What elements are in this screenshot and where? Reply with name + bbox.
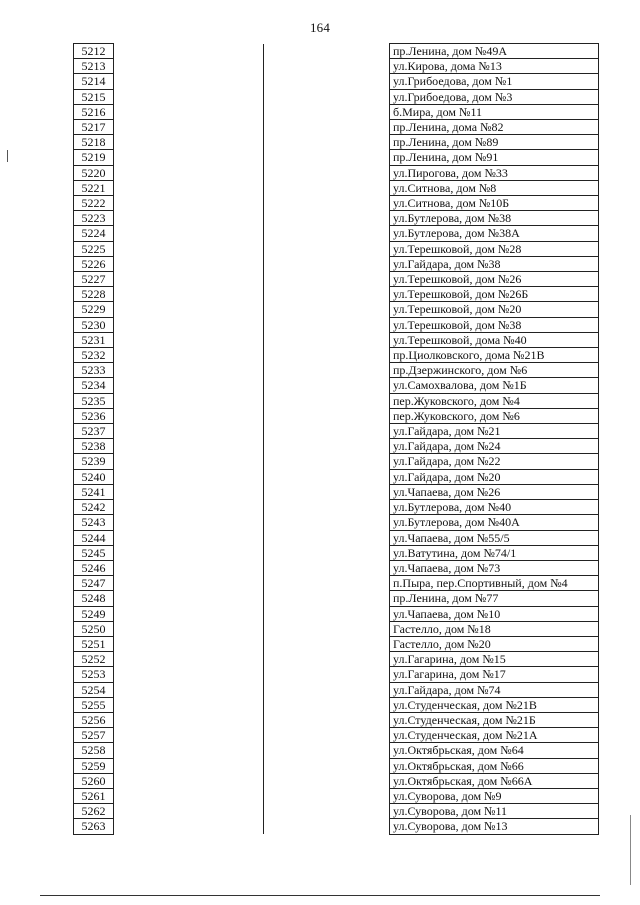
row-number: 5213 (74, 59, 114, 74)
empty-cell (264, 682, 390, 697)
row-number: 5262 (74, 804, 114, 819)
row-number: 5229 (74, 302, 114, 317)
empty-cell (114, 667, 264, 682)
empty-cell (264, 743, 390, 758)
empty-cell (114, 712, 264, 727)
row-number: 5240 (74, 469, 114, 484)
empty-cell (264, 606, 390, 621)
table-row (74, 59, 599, 74)
table-row (74, 636, 599, 651)
address-cell: ул.Чапаева, дом №10 (390, 606, 599, 621)
row-number: 5249 (74, 606, 114, 621)
empty-cell (114, 682, 264, 697)
empty-cell (114, 819, 264, 834)
empty-cell (264, 652, 390, 667)
row-number: 5214 (74, 74, 114, 89)
row-number: 5218 (74, 135, 114, 150)
table-row (74, 591, 599, 606)
row-number: 5241 (74, 484, 114, 499)
empty-cell (264, 241, 390, 256)
empty-cell (264, 667, 390, 682)
empty-cell (114, 728, 264, 743)
address-cell: ул.Гайдара, дом №74 (390, 682, 599, 697)
empty-cell (114, 348, 264, 363)
empty-cell (114, 621, 264, 636)
empty-cell (114, 652, 264, 667)
row-number: 5215 (74, 89, 114, 104)
empty-cell (114, 515, 264, 530)
table-row (74, 89, 599, 104)
empty-cell (114, 636, 264, 651)
address-cell: ул.Студенческая, дом №21Б (390, 712, 599, 727)
table-row (74, 393, 599, 408)
row-number: 5250 (74, 621, 114, 636)
address-cell: ул.Ватутина, дом №74/1 (390, 545, 599, 560)
row-number: 5230 (74, 317, 114, 332)
empty-cell (264, 424, 390, 439)
empty-cell (114, 317, 264, 332)
empty-cell (114, 302, 264, 317)
table-row (74, 424, 599, 439)
row-number: 5254 (74, 682, 114, 697)
row-number: 5238 (74, 439, 114, 454)
address-cell: б.Мира, дом №11 (390, 104, 599, 119)
address-cell: ул.Бутлерова, дом №40А (390, 515, 599, 530)
table-row (74, 500, 599, 515)
address-cell: ул.Терешковой, дом №38 (390, 317, 599, 332)
table-row (74, 180, 599, 195)
empty-cell (264, 728, 390, 743)
table-row (74, 545, 599, 560)
empty-cell (114, 180, 264, 195)
table-row (74, 819, 599, 834)
address-cell: ул.Ситнова, дом №10Б (390, 196, 599, 211)
empty-cell (114, 256, 264, 271)
address-cell: ул.Чапаева, дом №26 (390, 484, 599, 499)
empty-cell (114, 378, 264, 393)
empty-cell (114, 196, 264, 211)
scan-mark (630, 815, 631, 885)
empty-cell (114, 165, 264, 180)
empty-cell (114, 697, 264, 712)
row-number: 5246 (74, 560, 114, 575)
row-number: 5257 (74, 728, 114, 743)
table-row (74, 378, 599, 393)
empty-cell (114, 44, 264, 59)
address-cell: ул.Бутлерова, дом №40 (390, 500, 599, 515)
empty-cell (114, 150, 264, 165)
row-number: 5225 (74, 241, 114, 256)
table-row (74, 135, 599, 150)
empty-cell (114, 439, 264, 454)
empty-cell (264, 363, 390, 378)
row-number: 5234 (74, 378, 114, 393)
address-cell: ул.Грибоедова, дом №3 (390, 89, 599, 104)
empty-cell (114, 408, 264, 423)
empty-cell (264, 120, 390, 135)
table-row (74, 560, 599, 575)
table-row (74, 667, 599, 682)
empty-cell (114, 363, 264, 378)
row-number: 5236 (74, 408, 114, 423)
row-number: 5221 (74, 180, 114, 195)
table-row (74, 104, 599, 119)
empty-cell (264, 560, 390, 575)
row-number: 5223 (74, 211, 114, 226)
table-row (74, 697, 599, 712)
row-number: 5253 (74, 667, 114, 682)
table-row (74, 150, 599, 165)
empty-cell (264, 393, 390, 408)
empty-cell (264, 165, 390, 180)
table-row (74, 530, 599, 545)
address-cell: пр.Циолковского, дома №21В (390, 348, 599, 363)
empty-cell (264, 576, 390, 591)
row-number: 5242 (74, 500, 114, 515)
address-cell: ул.Гайдара, дом №20 (390, 469, 599, 484)
address-table-body (74, 44, 599, 835)
table-row (74, 226, 599, 241)
empty-cell (114, 454, 264, 469)
row-number: 5256 (74, 712, 114, 727)
empty-cell (114, 788, 264, 803)
empty-cell (264, 332, 390, 347)
empty-cell (264, 74, 390, 89)
address-cell: ул.Студенческая, дом №21В (390, 697, 599, 712)
address-cell: ул.Октябрьская, дом №64 (390, 743, 599, 758)
row-number: 5235 (74, 393, 114, 408)
table-row (74, 712, 599, 727)
empty-cell (264, 500, 390, 515)
table-row (74, 682, 599, 697)
table-row (74, 576, 599, 591)
address-cell: п.Пыра, пер.Спортивный, дом №4 (390, 576, 599, 591)
address-cell: ул.Студенческая, дом №21А (390, 728, 599, 743)
empty-cell (264, 545, 390, 560)
empty-cell (264, 89, 390, 104)
table-row (74, 408, 599, 423)
empty-cell (114, 226, 264, 241)
empty-cell (264, 636, 390, 651)
address-cell: ул.Гайдара, дом №21 (390, 424, 599, 439)
empty-cell (114, 332, 264, 347)
table-row (74, 44, 599, 59)
empty-cell (114, 424, 264, 439)
row-number: 5258 (74, 743, 114, 758)
address-cell: ул.Ситнова, дом №8 (390, 180, 599, 195)
empty-cell (264, 591, 390, 606)
empty-cell (114, 120, 264, 135)
address-cell: пр.Дзержинского, дом №6 (390, 363, 599, 378)
address-cell: ул.Терешковой, дом №20 (390, 302, 599, 317)
empty-cell (114, 469, 264, 484)
empty-cell (264, 135, 390, 150)
table-row (74, 363, 599, 378)
table-row (74, 469, 599, 484)
empty-cell (264, 530, 390, 545)
table-row (74, 120, 599, 135)
empty-cell (264, 515, 390, 530)
empty-cell (114, 606, 264, 621)
empty-cell (264, 408, 390, 423)
empty-cell (114, 758, 264, 773)
table-row (74, 758, 599, 773)
address-cell: ул.Октябрьская, дом №66А (390, 773, 599, 788)
address-cell: ул.Чапаева, дом №55/5 (390, 530, 599, 545)
address-cell: ул.Пирогова, дом №33 (390, 165, 599, 180)
address-cell: пр.Ленина, дом №77 (390, 591, 599, 606)
empty-cell (114, 74, 264, 89)
row-number: 5251 (74, 636, 114, 651)
empty-cell (114, 530, 264, 545)
address-cell: ул.Гайдара, дом №38 (390, 256, 599, 271)
row-number: 5239 (74, 454, 114, 469)
table-row (74, 606, 599, 621)
empty-cell (264, 454, 390, 469)
row-number: 5219 (74, 150, 114, 165)
empty-cell (114, 545, 264, 560)
empty-cell (264, 272, 390, 287)
empty-cell (114, 500, 264, 515)
empty-cell (264, 773, 390, 788)
address-cell: ул.Терешковой, дом №26 (390, 272, 599, 287)
address-cell: пр.Ленина, дом №91 (390, 150, 599, 165)
empty-cell (114, 591, 264, 606)
table-row (74, 484, 599, 499)
address-cell: пер.Жуковского, дом №6 (390, 408, 599, 423)
row-number: 5247 (74, 576, 114, 591)
address-cell: ул.Терешковой, дом №28 (390, 241, 599, 256)
address-cell: ул.Самохвалова, дом №1Б (390, 378, 599, 393)
empty-cell (114, 104, 264, 119)
row-number: 5259 (74, 758, 114, 773)
table-row (74, 454, 599, 469)
empty-cell (114, 211, 264, 226)
row-number: 5222 (74, 196, 114, 211)
address-cell: пр.Ленина, дом №89 (390, 135, 599, 150)
row-number: 5245 (74, 545, 114, 560)
address-cell: ул.Суворова, дом №13 (390, 819, 599, 834)
empty-cell (264, 439, 390, 454)
row-number: 5233 (74, 363, 114, 378)
address-cell: ул.Суворова, дом №11 (390, 804, 599, 819)
row-number: 5243 (74, 515, 114, 530)
table-row (74, 348, 599, 363)
table-row (74, 302, 599, 317)
table-row (74, 165, 599, 180)
empty-cell (264, 302, 390, 317)
empty-cell (264, 697, 390, 712)
empty-cell (264, 226, 390, 241)
row-number: 5244 (74, 530, 114, 545)
empty-cell (114, 287, 264, 302)
address-cell: ул.Терешковой, дома №40 (390, 332, 599, 347)
table-row (74, 773, 599, 788)
address-cell: ул.Терешковой, дом №26Б (390, 287, 599, 302)
empty-cell (264, 819, 390, 834)
row-number: 5237 (74, 424, 114, 439)
empty-cell (264, 44, 390, 59)
table-row (74, 317, 599, 332)
table-row (74, 439, 599, 454)
table-row (74, 743, 599, 758)
address-cell: ул.Гайдара, дом №24 (390, 439, 599, 454)
empty-cell (114, 804, 264, 819)
table-row (74, 211, 599, 226)
address-cell: ул.Гагарина, дом №15 (390, 652, 599, 667)
empty-cell (114, 484, 264, 499)
address-cell: ул.Кирова, дома №13 (390, 59, 599, 74)
address-cell: ул.Бутлерова, дом №38А (390, 226, 599, 241)
address-cell: ул.Суворова, дом №9 (390, 788, 599, 803)
row-number: 5228 (74, 287, 114, 302)
row-number: 5261 (74, 788, 114, 803)
empty-cell (264, 804, 390, 819)
row-number: 5260 (74, 773, 114, 788)
table-row (74, 652, 599, 667)
empty-cell (264, 196, 390, 211)
address-cell: пер.Жуковского, дом №4 (390, 393, 599, 408)
address-cell: Гастелло, дом №18 (390, 621, 599, 636)
empty-cell (114, 393, 264, 408)
address-cell: ул.Гагарина, дом №17 (390, 667, 599, 682)
empty-cell (114, 272, 264, 287)
empty-cell (264, 256, 390, 271)
table-row (74, 804, 599, 819)
empty-cell (264, 712, 390, 727)
address-cell: ул.Бутлерова, дом №38 (390, 211, 599, 226)
address-table (73, 43, 599, 835)
empty-cell (114, 89, 264, 104)
row-number: 5227 (74, 272, 114, 287)
empty-cell (264, 211, 390, 226)
address-cell: ул.Грибоедова, дом №1 (390, 74, 599, 89)
row-number: 5231 (74, 332, 114, 347)
empty-cell (264, 287, 390, 302)
row-number: 5212 (74, 44, 114, 59)
row-number: 5216 (74, 104, 114, 119)
row-number: 5248 (74, 591, 114, 606)
empty-cell (264, 104, 390, 119)
empty-cell (264, 348, 390, 363)
table-row (74, 272, 599, 287)
empty-cell (264, 180, 390, 195)
page-number: 164 (309, 20, 331, 35)
bottom-rule (40, 895, 600, 896)
empty-cell (114, 560, 264, 575)
address-cell: пр.Ленина, дома №82 (390, 120, 599, 135)
row-number: 5226 (74, 256, 114, 271)
empty-cell (114, 241, 264, 256)
address-cell: ул.Октябрьская, дом №66 (390, 758, 599, 773)
row-number: 5255 (74, 697, 114, 712)
row-number: 5217 (74, 120, 114, 135)
table-row (74, 621, 599, 636)
scan-mark (7, 150, 8, 162)
empty-cell (264, 150, 390, 165)
empty-cell (264, 484, 390, 499)
address-cell: пр.Ленина, дом №49А (390, 44, 599, 59)
empty-cell (264, 788, 390, 803)
row-number: 5220 (74, 165, 114, 180)
row-number: 5224 (74, 226, 114, 241)
table-row (74, 287, 599, 302)
empty-cell (114, 743, 264, 758)
address-cell: ул.Чапаева, дом №73 (390, 560, 599, 575)
table-row (74, 515, 599, 530)
empty-cell (114, 135, 264, 150)
table-row (74, 74, 599, 89)
empty-cell (264, 59, 390, 74)
empty-cell (264, 469, 390, 484)
table-row (74, 256, 599, 271)
empty-cell (114, 773, 264, 788)
address-cell: Гастелло, дом №20 (390, 636, 599, 651)
table-row (74, 728, 599, 743)
table-row (74, 241, 599, 256)
row-number: 5252 (74, 652, 114, 667)
row-number: 5263 (74, 819, 114, 834)
table-row (74, 196, 599, 211)
empty-cell (114, 59, 264, 74)
table-row (74, 788, 599, 803)
address-cell: ул.Гайдара, дом №22 (390, 454, 599, 469)
empty-cell (114, 576, 264, 591)
empty-cell (264, 621, 390, 636)
empty-cell (264, 317, 390, 332)
row-number: 5232 (74, 348, 114, 363)
empty-cell (264, 758, 390, 773)
table-row (74, 332, 599, 347)
empty-cell (264, 378, 390, 393)
